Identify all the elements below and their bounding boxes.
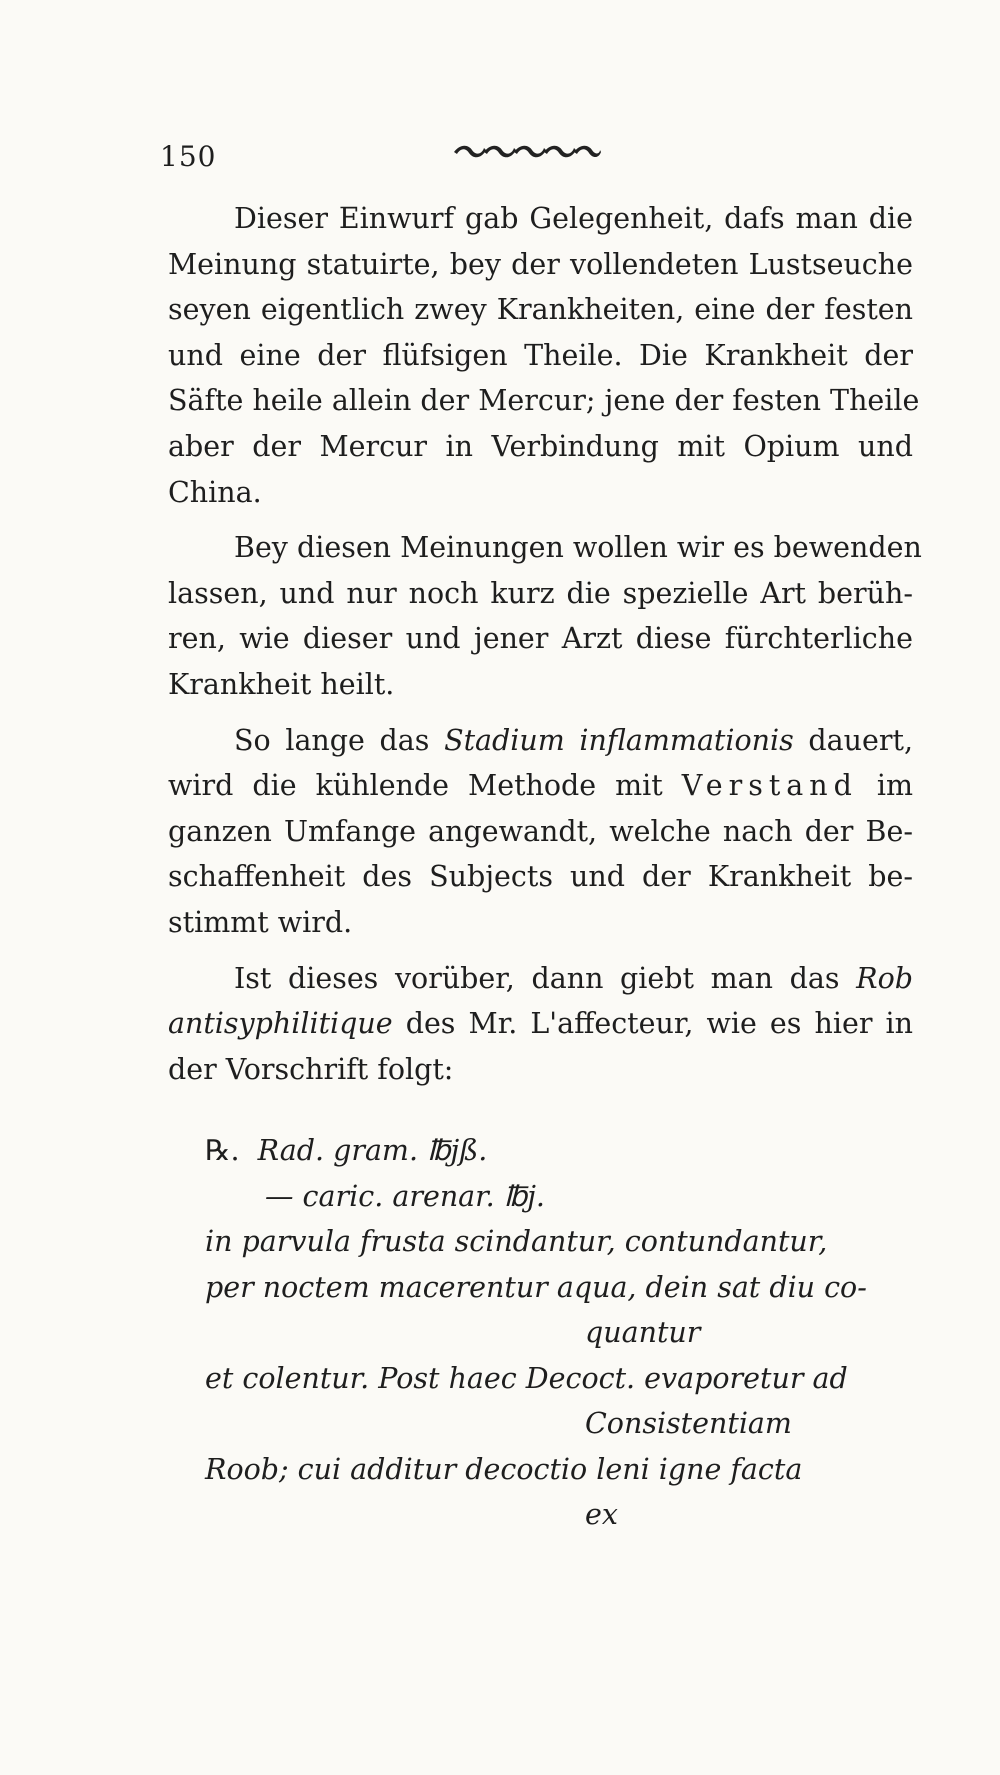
recipe-line: Roob; cui additur decoctio leni igne facta bbox=[205, 1452, 803, 1486]
text-line bbox=[168, 718, 913, 764]
text-line: Säfte heile allein der Mercur; jene der festen Theile bbox=[168, 384, 920, 418]
text-line: China. bbox=[168, 475, 262, 509]
text-line bbox=[168, 1001, 913, 1047]
text-line: seyen eigentlich zwey Krankheiten, eine der festen bbox=[168, 293, 913, 327]
recipe-line: per noctem macerentur aqua, dein sat diu co- bbox=[205, 1270, 867, 1304]
text-line: ren, wie dieser und jener Arzt diese fürchterliche bbox=[168, 622, 913, 656]
page-number: 150 bbox=[160, 140, 217, 173]
text-line bbox=[168, 763, 913, 809]
text-line: ganzen Umfange angewandt, welche nach der Be- bbox=[168, 814, 913, 848]
italic-term: antisyphilitique bbox=[168, 1007, 393, 1041]
italic-term: Rob bbox=[856, 961, 913, 995]
text-line: schaffenheit des Subjects und der Krankheit be- bbox=[168, 860, 913, 894]
text-line: stimmt wird. bbox=[168, 905, 353, 939]
text-line: lassen, und nur noch kurz die spezielle Art berüh- bbox=[168, 576, 913, 610]
paragraph-3 bbox=[168, 718, 913, 946]
recipe-line: ex bbox=[585, 1498, 618, 1531]
recipe-line: et colentur. Post haec Decoct. evaporetur ad bbox=[205, 1361, 848, 1395]
italic-term: Stadium inflammationis bbox=[444, 723, 794, 757]
paragraph-1 bbox=[168, 196, 920, 515]
text-segment: des Mr. L'affecteur, wie es hier in bbox=[392, 1007, 913, 1041]
recipe-symbol: ℞. bbox=[205, 1134, 240, 1167]
body-text bbox=[168, 196, 922, 1102]
text-segment: im bbox=[857, 769, 913, 803]
text-segment: Ist dieses vorüber, dann giebt man das bbox=[234, 961, 857, 995]
recipe-line: in parvula frusta scindantur, contundantur, bbox=[205, 1225, 828, 1258]
recipe-line bbox=[205, 1128, 925, 1174]
paragraph-2 bbox=[168, 525, 922, 707]
header-ornament-icon bbox=[452, 138, 602, 162]
text-line: und eine der flüfsigen Theile. Die Krankheit der bbox=[168, 338, 913, 372]
text-line: Krankheit heilt. bbox=[168, 667, 395, 701]
text-line: Dieser Einwurf gab Gelegenheit, dafs man die bbox=[234, 202, 913, 235]
text-line bbox=[168, 956, 913, 1002]
recipe-line: quantur bbox=[585, 1316, 701, 1349]
text-line: der Vorschrift folgt: bbox=[168, 1052, 454, 1086]
recipe-line: Consistentiam bbox=[585, 1407, 792, 1440]
text-line: Meinung statuirte, bey der vollendeten Lustseuche bbox=[168, 247, 913, 281]
text-segment: So lange das bbox=[234, 723, 445, 757]
spaced-term: Verstand bbox=[681, 769, 858, 803]
text-line: Bey diesen Meinungen wollen wir es bewenden bbox=[234, 531, 922, 565]
text-segment: wird die kühlende Methode mit bbox=[168, 769, 682, 803]
paragraph-4 bbox=[168, 956, 913, 1093]
text-segment: dauert, bbox=[793, 723, 914, 757]
recipe-text: Rad. gram. ℔jß. bbox=[257, 1134, 488, 1167]
recipe-line: — caric. arenar. ℔j. bbox=[265, 1179, 545, 1213]
recipe-block bbox=[205, 1128, 925, 1538]
text-line: aber der Mercur in Verbindung mit Opium und bbox=[168, 429, 913, 463]
